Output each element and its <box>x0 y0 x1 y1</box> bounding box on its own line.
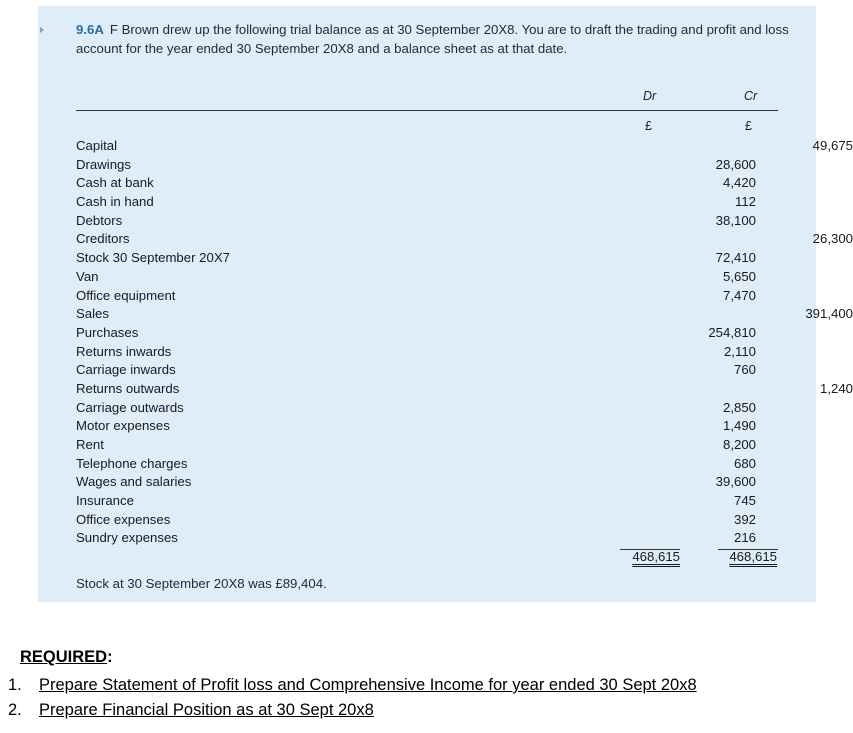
closing-stock-note: Stock at 30 September 20X8 was £89,404. <box>76 576 327 591</box>
debit-amount: 680 <box>733 455 756 471</box>
debit-amount: 2,110 <box>723 343 756 359</box>
credit-amount: 49,675 <box>812 138 853 153</box>
account-label: Wages and salaries <box>76 474 192 490</box>
required-colon: : <box>107 648 113 666</box>
account-label: Office equipment <box>76 287 176 303</box>
debit-amount: 1,490 <box>722 418 756 434</box>
debit-amount: 392 <box>733 511 756 527</box>
debit-amount: 745 <box>733 493 756 509</box>
required-item-number: 1. <box>8 676 22 694</box>
bullet-arrow-icon <box>40 27 44 33</box>
debit-amount: 72,410 <box>715 250 756 266</box>
debit-amount: 216 <box>733 530 756 546</box>
debit-amount: 2,850 <box>722 399 756 415</box>
debit-amount: 112 <box>734 194 756 210</box>
debit-amount: 760 <box>733 362 756 378</box>
account-label: Office expenses <box>76 511 171 527</box>
credit-amount: 26,300 <box>812 231 853 247</box>
account-label: Purchases <box>76 324 139 340</box>
dr-currency: £ <box>645 119 652 133</box>
required-item-number: 2. <box>8 701 22 719</box>
account-label: Returns outwards <box>76 380 180 396</box>
account-label: Van <box>76 268 99 284</box>
required-title: REQUIRED <box>20 648 108 666</box>
debit-amount: 38,100 <box>715 212 756 228</box>
cr-currency: £ <box>745 119 752 133</box>
debit-amount: 7,470 <box>722 287 756 303</box>
account-label: Cash in hand <box>76 194 154 210</box>
dr-total: 468,615 <box>632 549 680 564</box>
account-label: Sundry expenses <box>76 530 178 546</box>
account-label: Insurance <box>76 493 134 509</box>
cr-column-header: Cr <box>744 89 758 103</box>
debit-amount: 5,650 <box>722 268 756 284</box>
account-label: Carriage outwards <box>76 399 184 415</box>
cr-total: 468,615 <box>729 549 777 564</box>
debit-amount: 39,600 <box>715 474 756 490</box>
account-label: Debtors <box>76 212 123 228</box>
credit-amount: 391,400 <box>805 306 853 322</box>
dr-column-header: Dr <box>643 89 657 103</box>
account-label: Drawings <box>76 156 131 172</box>
debit-amount: 4,420 <box>722 175 756 191</box>
question-text: F Brown drew up the following trial balance as at 30 September 20X8. You are to draft the trading and profit and loss account for the year ended 30 September 20X8 and a balance sheet as at that date. <box>76 22 789 56</box>
debit-amount: 8,200 <box>722 437 756 452</box>
required-item <box>8 676 697 695</box>
account-label: Returns inwards <box>76 343 172 359</box>
required-item <box>8 701 374 720</box>
account-label: Motor expenses <box>76 418 170 434</box>
account-label: Creditors <box>76 231 130 247</box>
account-label: Capital <box>76 138 118 153</box>
credit-amount: 1,240 <box>819 380 853 396</box>
required-item-text: Prepare Financial Position as at 30 Sept 20x8 <box>39 701 374 719</box>
account-label: Sales <box>76 306 109 322</box>
account-label: Rent <box>76 437 104 452</box>
account-label: Telephone charges <box>76 455 188 471</box>
account-label: Carriage inwards <box>76 362 176 378</box>
account-label: Cash at bank <box>76 175 154 191</box>
required-heading <box>20 648 113 667</box>
debit-amount: 28,600 <box>715 156 756 172</box>
required-item-text: Prepare Statement of Profit loss and Comprehensive Income for year ended 30 Sept 20x8 <box>39 676 697 694</box>
account-label: Stock 30 September 20X7 <box>76 250 230 266</box>
question-intro <box>76 20 791 58</box>
question-number: 9.6A <box>76 22 104 37</box>
debit-amount: 254,810 <box>708 324 756 340</box>
header-rule <box>76 110 778 111</box>
